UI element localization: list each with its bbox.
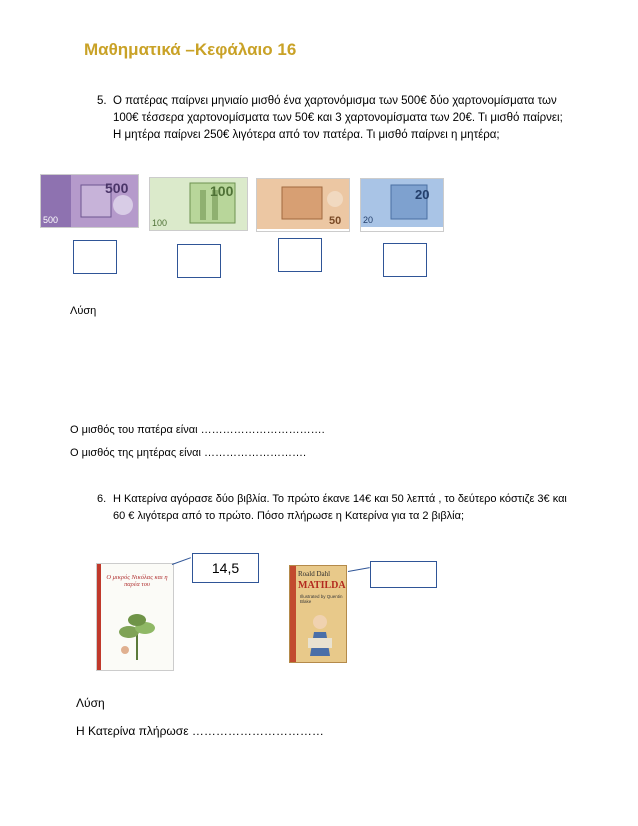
banknote-500-image <box>40 174 139 228</box>
solution-label-6: Λύση <box>76 696 105 710</box>
book-2-pointer <box>348 567 370 572</box>
book-1-pointer <box>172 557 191 565</box>
bill-20-value: 20 <box>415 187 430 202</box>
question-6-number: 6. <box>97 493 107 505</box>
question-6 <box>97 491 567 525</box>
book-1-price-box[interactable]: 14,5 <box>192 553 259 583</box>
question-5-text: Ο πατέρας παίρνει μηνιαίο μισθό ένα χαρτονόμισμα των 500€ δύο χαρτονομίσματα των 100€ τέσσερα χαρτονομίσματα των 50€ και 3 χαρτονομίσματα των 20€. Τι μισθό παίρνει; Η μητέρα παίρνει 250€ λιγότερα από τον πατέρα. Τι μισθό παίρνει η μητέρα; <box>113 95 563 141</box>
bill-100-corner: 100 <box>152 218 168 228</box>
question-5-number: 5. <box>97 95 107 107</box>
banknote-100-image <box>149 177 248 231</box>
bill-500-corner: 500 <box>43 215 59 225</box>
book-2-price-box[interactable] <box>370 561 437 588</box>
answer-box-20[interactable] <box>383 243 427 277</box>
banknote-50-image <box>256 178 350 232</box>
question-5 <box>97 93 569 144</box>
mother-salary-line: Ο μισθός της μητέρας είναι ………………………. <box>70 447 307 459</box>
book-2-cover <box>289 565 347 663</box>
bill-100-value: 100 <box>210 183 234 199</box>
paid-line: Η Κατερίνα πλήρωσε …………………………… <box>76 724 324 738</box>
book-1-cover <box>96 563 174 671</box>
book-2-subtitle: Illustrated by Quentin Blake <box>300 594 343 604</box>
answer-box-50[interactable] <box>278 238 322 272</box>
father-salary-line: Ο μισθός του πατέρα είναι ……………………………. <box>70 424 325 436</box>
bill-20-corner: 20 <box>363 215 374 225</box>
bill-50-value: 50 <box>329 215 342 227</box>
banknote-20-image <box>360 178 444 232</box>
question-6-text: Η Κατερίνα αγόρασε δύο βιβλία. Το πρώτο έκανε 14€ και 50 λεπτά , το δεύτερο κόστιζε 3€ και 60 € λιγότερα από το πρώτο. Πόσο πλήρωσε η Κατερίνα για τα 2 βιβλία; <box>113 493 567 522</box>
book-2-title: MATILDA <box>298 580 346 591</box>
solution-label-5: Λύση <box>70 305 97 317</box>
answer-box-100[interactable] <box>177 244 221 278</box>
answer-box-500[interactable] <box>73 240 117 274</box>
book-2-author: Roald Dahl <box>298 570 331 578</box>
book-1-title: Ο μικρός Νικόλας και η παρέα του <box>106 574 168 588</box>
bill-500-value: 500 <box>105 180 129 196</box>
page-title: Μαθηματικά –Κεφάλαιο 16 <box>84 40 297 59</box>
